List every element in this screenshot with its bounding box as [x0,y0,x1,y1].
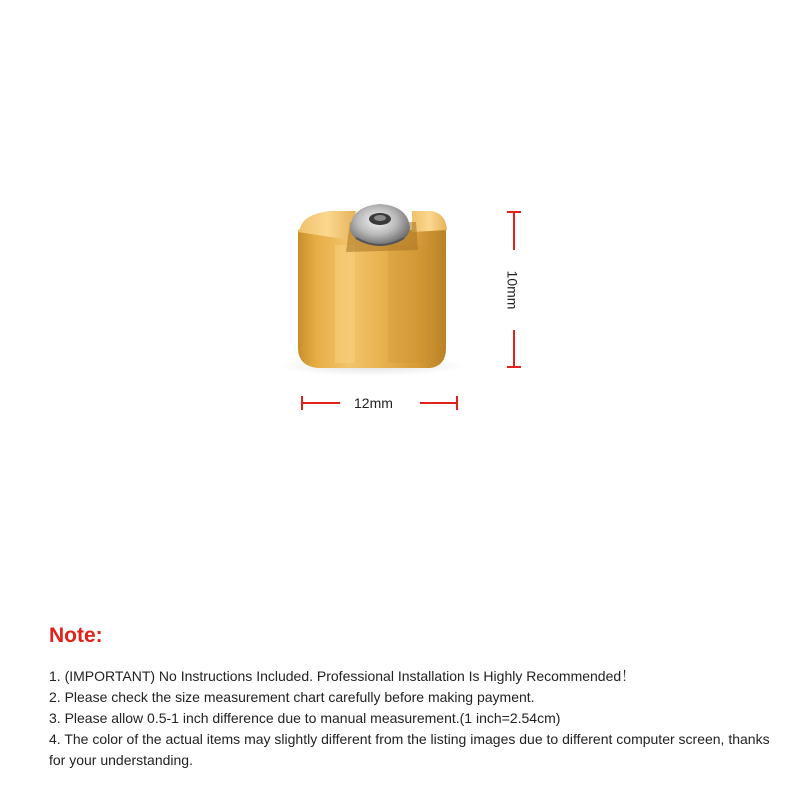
note-item-1: 1. (IMPORTANT) No Instructions Included. Professional Installation Is Highly Recommended！ [49,668,636,684]
cylinder-flat [335,245,355,363]
note-item-4: 4. The color of the actual items may slightly different from the listing images due to different computer screen, thanks for your understanding. [49,731,770,768]
cylinder-top-right [412,211,447,232]
note-list [49,666,779,771]
note-item-2: 2. Please check the size measurement chart carefully before making payment. [49,689,535,705]
width-label: 12mm [354,395,393,411]
note-item-3: 3. Please allow 0.5-1 inch difference due to manual measurement.(1 inch=2.54cm) [49,710,561,726]
note-title: Note: [49,624,103,647]
screw-icon [350,204,410,246]
height-label: 10mm [504,270,521,310]
